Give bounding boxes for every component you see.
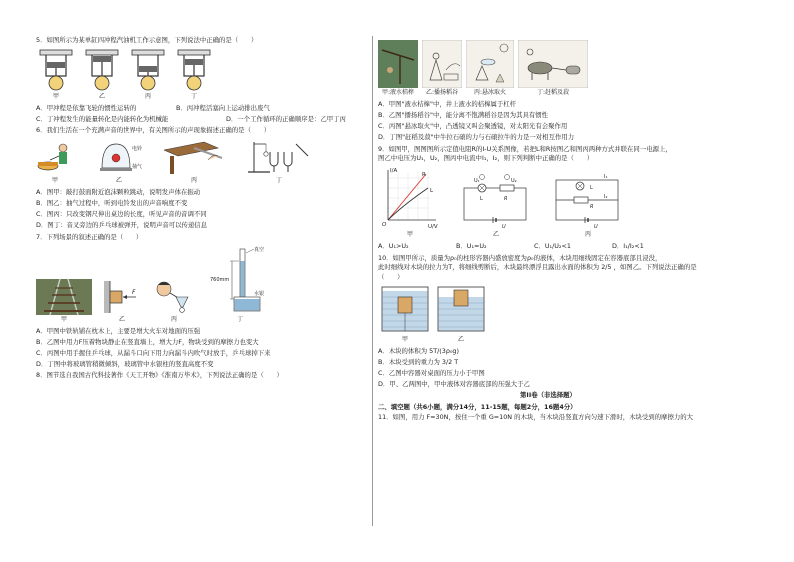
sound-figure-ding xyxy=(246,138,312,185)
source-voltage-label: U xyxy=(594,224,598,231)
left-column xyxy=(36,36,388,383)
fill-blank-section-heading: 二、填空题（共6小题，满分14分，11-15题，每题2分，16题4分） xyxy=(378,402,577,411)
parallel-circuit-icon xyxy=(550,174,626,230)
question-9-stem-line-2: 图乙中电压为U₁，U₂，图丙中电流中I₁，I₂，则下列判断中正确的是（ ） xyxy=(378,154,594,163)
railway-photo-icon xyxy=(36,279,92,315)
container-caption: 甲 xyxy=(401,335,408,343)
option-b: B．U₁=U₂ xyxy=(456,242,487,251)
q5-engine-figures xyxy=(36,48,388,101)
well-sweep-illustration-icon xyxy=(378,40,418,88)
sound-caption: 丙 xyxy=(190,177,197,185)
q5-options-row-2 xyxy=(36,115,388,124)
engine-stroke-icon xyxy=(174,48,214,92)
question-5-stem: 5．如图所示为某单缸四冲程汽油机工作示意图，下列说法中正确的是（ ） xyxy=(36,36,258,44)
force-label: F xyxy=(132,288,136,296)
question-11-stem: 11．如图，用力 F=30N，按住一个重 G=10N 的木块，当木块沿竖直方向匀速下滑时，木块受到的摩擦力的大 xyxy=(378,413,694,422)
scene-figure-bing xyxy=(152,279,196,324)
drum-icon xyxy=(36,138,74,176)
series-circuit-figure xyxy=(458,174,534,239)
lamp-label: L xyxy=(480,196,483,203)
option-a: A．木块的体积为 5T/(3ρ₀g) xyxy=(378,346,459,355)
height-label: 760mm xyxy=(210,276,230,283)
engine-caption: 丁 xyxy=(190,92,197,100)
x-axis-label: U/V xyxy=(428,224,438,231)
winnowing-illustration-icon xyxy=(422,40,462,88)
option-a: A．甲冲程是依靠飞轮的惯性运转的 xyxy=(36,103,137,112)
option-c: C．图丙：只改变钢尺伸出桌边的长度，听见声音的音调不同 xyxy=(36,210,207,219)
question-6-stem: 6．我们生活在一个充满声音的世界中，有关图所示的声现象描述正确的是（ ） xyxy=(36,126,271,135)
i2-label: I₂ xyxy=(604,194,608,201)
q8-ancient-figures xyxy=(378,40,718,97)
engine-stroke-icon xyxy=(82,48,122,92)
option-c: C．U₁/U₂<1 xyxy=(534,242,571,251)
floating-block-icon xyxy=(436,285,486,335)
ancient-caption: 丁:赶稻及菽 xyxy=(536,89,570,96)
y-axis-label: I/A xyxy=(390,168,398,175)
q9-circuit-figures xyxy=(378,166,718,239)
ancient-caption: 丙:悬冰取火 xyxy=(473,89,507,96)
circuit-caption: 甲 xyxy=(406,231,413,239)
sound-figure-bing xyxy=(164,138,224,185)
scene-figure-yi xyxy=(104,279,140,324)
origin-label: O xyxy=(382,222,387,229)
sound-caption: 乙 xyxy=(115,177,122,185)
sound-figure-yi xyxy=(96,138,142,185)
q10-container-figures xyxy=(380,285,718,344)
column-divider xyxy=(372,36,373,526)
option-d: D．甲、乙两图中，甲中液体对容器底部的压强大于乙 xyxy=(378,379,530,388)
bell-jar-icon xyxy=(96,138,142,176)
option-d: D．丁图"赶稻及菽"中牛拉石磙的力与石磙拉牛的力是一对相互作用力 xyxy=(378,133,575,142)
option-b: B．乙图"播扬稻谷"中，能分离不饱满稻谷是因为其具有惯性 xyxy=(378,111,549,120)
i1-label: I₁ xyxy=(604,174,608,181)
scene-caption: 丙 xyxy=(170,315,177,323)
option-a: A．U₁>U₂ xyxy=(378,242,409,251)
circuit-caption: 丙 xyxy=(584,231,591,239)
sound-caption: 丁 xyxy=(275,177,282,185)
scene-caption: 丁 xyxy=(236,315,243,323)
right-column xyxy=(378,40,718,425)
ancient-figure-bing xyxy=(466,40,514,97)
lamp-curve-label: L xyxy=(430,188,434,195)
iu-graph-icon xyxy=(378,166,442,230)
part-two-heading: 第II卷（非选择题） xyxy=(520,390,576,399)
q6-sound-figures xyxy=(36,138,388,185)
engine-figure-bing xyxy=(128,48,168,101)
circuit-caption: 乙 xyxy=(492,231,499,239)
lamp-label: L xyxy=(590,185,593,192)
engine-figure-ding xyxy=(174,48,214,101)
tuning-fork-icon xyxy=(246,138,312,176)
resistor-line-label: R xyxy=(422,172,426,179)
scene-figure-ding xyxy=(208,245,272,324)
iu-graph-figure xyxy=(378,166,442,239)
option-b: B．图乙：抽气过程中，听到电铃发出的声音响度不变 xyxy=(36,199,188,208)
option-c: C．丙图中用手握住乒乓球，从漏斗口向下用力向漏斗内吹气时放手，乒乓球掉下来 xyxy=(36,348,271,357)
ancient-figure-yi xyxy=(422,40,462,97)
option-d: D．I₁/I₂<1 xyxy=(612,242,644,251)
option-b: B．丙冲程活塞向上运动排出废气 xyxy=(176,103,270,112)
option-c: C．丙图"悬冰取火"中，凸透镜又叫会聚透镜，对太阳光有会聚作用 xyxy=(378,122,568,131)
scene-caption: 甲 xyxy=(60,315,67,323)
question-10-stem-line-3: （ ） xyxy=(378,273,404,282)
q5-options-row-1 xyxy=(36,104,388,113)
q9-options-row xyxy=(378,242,718,251)
engine-stroke-icon xyxy=(128,48,168,92)
pump-label: 抽气 xyxy=(132,164,142,171)
question-10-stem-line-1: 10．如图甲所示，质量为ρ₀的柱形容器内盛放密度为ρ₀的液体，木块用细线固定在容器底部且浸没， xyxy=(378,253,662,262)
engine-caption: 甲 xyxy=(52,92,59,100)
mercury-label: 水银 xyxy=(254,290,265,297)
u1-label: U₁ xyxy=(474,178,480,185)
u2-label: U₂ xyxy=(511,178,517,185)
option-b: B．木块受到的重力为 3/2 T xyxy=(378,357,459,366)
resistor-label: R xyxy=(504,196,508,203)
engine-caption: 乙 xyxy=(98,92,105,100)
option-a: A．甲图中铁轨铺在枕木上，主要是增大火车对地面的压强 xyxy=(36,326,201,335)
sound-figure-jia xyxy=(36,138,74,185)
question-8-stem: 8．图节选自我国古代科技著作《天工开物》《淮南万毕术》，下列说法正确的是（ ） xyxy=(36,371,283,380)
ancient-caption: 甲:液水桔槔 xyxy=(381,89,415,96)
ox-roller-illustration-icon xyxy=(518,40,588,88)
sound-caption: 甲 xyxy=(51,177,58,185)
question-9-stem-line-1: 9．如图甲，图图图所示定值电阻R的I-U关系图像，若把L和R按图乙和图丙两种方式并联在同一电源上， xyxy=(378,144,672,153)
funnel-ball-icon xyxy=(152,279,196,315)
option-c: C．乙图中容器对桌面的压力小于甲图 xyxy=(378,368,485,377)
submerged-block-icon xyxy=(380,285,430,335)
ancient-caption: 乙:播扬稻谷 xyxy=(425,89,459,96)
engine-figure-jia xyxy=(36,48,76,101)
option-c: C．丁冲程发生的能量转化是内能转化为机械能 xyxy=(36,114,169,123)
scene-caption: 乙 xyxy=(118,315,125,323)
block-on-wall-icon xyxy=(104,279,140,315)
bell-label: 电铃 xyxy=(132,146,142,153)
option-d: D．一个工作循环的正确顺序是：乙甲丁丙 xyxy=(226,114,346,123)
ancient-figure-jia xyxy=(378,40,418,97)
question-7-stem: 7．下列场景的叙述正确的是（ ） xyxy=(36,232,143,241)
resistor-label: R xyxy=(590,204,594,211)
parallel-circuit-figure xyxy=(550,174,626,239)
option-d: D．丁图中将玻璃管稍微倾斜，玻璃管中水银柱的竖直高度不变 xyxy=(36,359,214,368)
ancient-figure-ding xyxy=(518,40,588,97)
engine-caption: 丙 xyxy=(144,92,151,100)
torricelli-tube-icon xyxy=(208,245,272,315)
engine-figure-yi xyxy=(82,48,122,101)
option-d: D．图丁：音叉旁边的乒乓球被弹开，说明声音可以传递信息 xyxy=(36,221,208,230)
option-a: A．图甲：敲打鼓面附近泡沫颗粒跳动，说明发声体在振动 xyxy=(36,188,201,197)
question-10-stem-line-2: 此时细线对木块的拉力为T，将细线剪断后，木块最终漂浮且露出水面的体积为 2/5 ，如图乙。下列说法正确的是 xyxy=(378,263,697,272)
option-a: A．甲图"液水桔槔"中，井上液水的桔槔属于杠杆 xyxy=(378,100,517,109)
ruler-on-table-icon xyxy=(164,138,224,176)
scene-figure-jia xyxy=(36,279,92,324)
ice-lens-illustration-icon xyxy=(466,40,514,88)
source-voltage-label: U xyxy=(502,224,506,231)
series-circuit-icon xyxy=(458,174,534,230)
container-figure-jia xyxy=(380,285,430,344)
engine-stroke-icon xyxy=(36,48,76,92)
option-b: B．乙图中用力F压着物块静止在竖直墙上，增大力F，物块受到的摩擦力也变大 xyxy=(36,337,259,346)
q7-scene-figures xyxy=(36,245,388,324)
container-caption: 乙 xyxy=(457,335,464,343)
container-figure-yi xyxy=(436,285,486,344)
vacuum-label: 真空 xyxy=(254,246,265,253)
